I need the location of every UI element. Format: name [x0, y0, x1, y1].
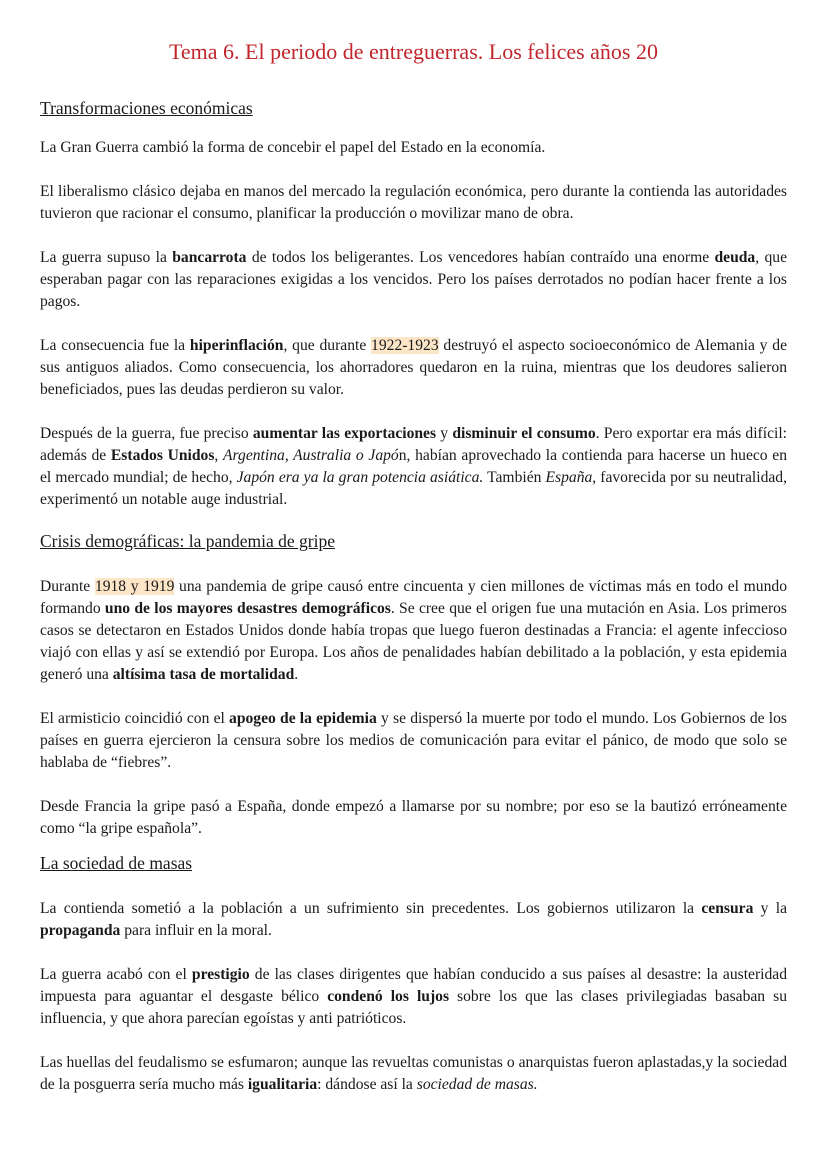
text-run: de todos los beligerantes. Los vencedores habían contraído una enorme [246, 249, 715, 266]
highlighted-text: 1918 y 1919 [94, 578, 175, 595]
text-run: , favorecida por su neutralidad, experimentó un notable auge industrial. [40, 469, 787, 508]
text-run: Después de la guerra, fue preciso [40, 425, 253, 442]
text-run: , [214, 447, 224, 464]
text-run: , que durante [283, 337, 372, 354]
text-run: Desde Francia la gripe pasó a España, donde empezó a llamarse por su nombre; por eso se la bautizó erróneamente como “la gripe española”. [40, 798, 787, 837]
highlighted-text: 1922-1923 [371, 337, 439, 354]
text-run: sobre los que las clases privilegiadas basaban su influencia, y que ahora parecían egoístas y anti patrióticos. [40, 988, 787, 1027]
paragraph [40, 708, 787, 774]
bold-text: apogeo de la epidemia [229, 710, 377, 727]
paragraph [40, 335, 787, 401]
bold-text: igualitaria [247, 1076, 318, 1093]
text-run: , que esperaban pagar con las reparaciones exigidas a los vencidos. Pero los países derrotados no podían hacer frente a los pagos. [40, 249, 787, 310]
bold-text: aumentar las exportaciones [252, 425, 437, 442]
text-run: : dándose así la [317, 1076, 417, 1093]
text-run: destruyó el aspecto socioeconómico de Alemania y de sus antiguos aliados. Como consecuencia, los ahorradores quedaron en la ruina, mientras que los deudores salieron beneficiados, pues las deudas perdieron su valor. [40, 337, 787, 398]
document-page [40, 0, 787, 1096]
text-run: de las clases dirigentes que habían conducido a sus países al desastre: la austeridad impuesta para aguantar el desgaste bélico [40, 966, 787, 1005]
italic-text: sociedad de masas. [416, 1076, 538, 1093]
section-heading-mass-society: La sociedad de masas [40, 853, 193, 873]
paragraph [40, 137, 787, 159]
text-run: La contienda sometió a la población a un sufrimiento sin precedentes. Los gobiernos utilizaron la [40, 900, 702, 917]
italic-text: Argentina, Australia o Japó [223, 447, 399, 464]
text-run: y se dispersó la muerte por todo el mundo. Los Gobiernos de los países en guerra ejercieron la censura sobre los medios de comunicación para evitar el pánico, de modo que solo se hablaba de “fiebres”. [40, 710, 787, 771]
paragraph [40, 1052, 787, 1096]
bold-text: Estados Unidos [110, 447, 215, 464]
paragraph [40, 964, 787, 1030]
text-run: y la [753, 900, 787, 917]
text-run: y [436, 425, 453, 442]
bold-text: condenó los lujos [327, 988, 450, 1005]
italic-text: España [545, 469, 593, 486]
bold-text: prestigio [191, 966, 250, 983]
bold-text: propaganda [40, 922, 121, 939]
paragraph [40, 796, 787, 840]
bold-text: altísima tasa de mortalidad [112, 666, 295, 683]
text-run: para influir en la moral. [120, 922, 272, 939]
text-run: El armisticio coincidió con el [40, 710, 230, 727]
text-run: . [294, 666, 299, 683]
section-heading-demographic: Crisis demográficas: la pandemia de gripe [40, 531, 335, 551]
paragraph [40, 898, 787, 942]
text-run: El liberalismo clásico dejaba en manos del mercado la regulación económica, pero durante la contienda las autoridades tuvieron que racionar el consumo, planificar la producción o movilizar mano de obra. [40, 183, 787, 222]
italic-text: Japón era ya la gran potencia asiática. [236, 469, 484, 486]
text-run: . Pero exportar era más difícil: además de [40, 425, 788, 464]
text-run: una pandemia de gripe causó entre cincuenta y cien millones de víctimas más en todo el mundo formando [40, 578, 787, 617]
paragraph [40, 247, 787, 313]
paragraph [40, 576, 787, 686]
bold-text: bancarrota [172, 249, 247, 266]
bold-text: deuda [714, 249, 756, 266]
paragraph [40, 181, 787, 225]
bold-text: censura [701, 900, 754, 917]
text-run: La guerra acabó con el [40, 966, 192, 983]
text-run: Las huellas del feudalismo se esfumaron; aunque las revueltas comunistas o anarquistas fueron aplastadas,y la sociedad de la posguerra sería mucho más [40, 1054, 787, 1093]
text-run: La consecuencia fue la [40, 337, 190, 354]
text-run: Durante [40, 578, 95, 595]
page-title: Tema 6. El periodo de entreguerras. Los felices años 20 [168, 39, 658, 64]
bold-text: uno de los mayores desastres demográficos [104, 600, 391, 617]
text-run: La guerra supuso la [40, 249, 173, 266]
text-run: También [483, 469, 546, 486]
paragraph [40, 423, 787, 511]
text-run: . Se cree que el origen fue una mutación en Asia. Los primeros casos se detectaron en Estados Unidos donde había tropas que luego fueron destinadas a Francia: el agente infeccioso viajó con ellas y así se extendió por Europa. Los años de penalidades habían debilitado a la población, y esta epidemia generó una [40, 600, 788, 683]
section-heading-economic: Transformaciones económicas [40, 98, 253, 118]
bold-text: hiperinflación [189, 337, 284, 354]
text-run: La Gran Guerra cambió la forma de concebir el papel del Estado en la economía. [40, 139, 546, 156]
bold-text: disminuir el consumo [452, 425, 596, 442]
text-run: n, habían aprovechado la contienda para hacerse un hueco en el mercado mundial; de hecho, [40, 447, 788, 486]
